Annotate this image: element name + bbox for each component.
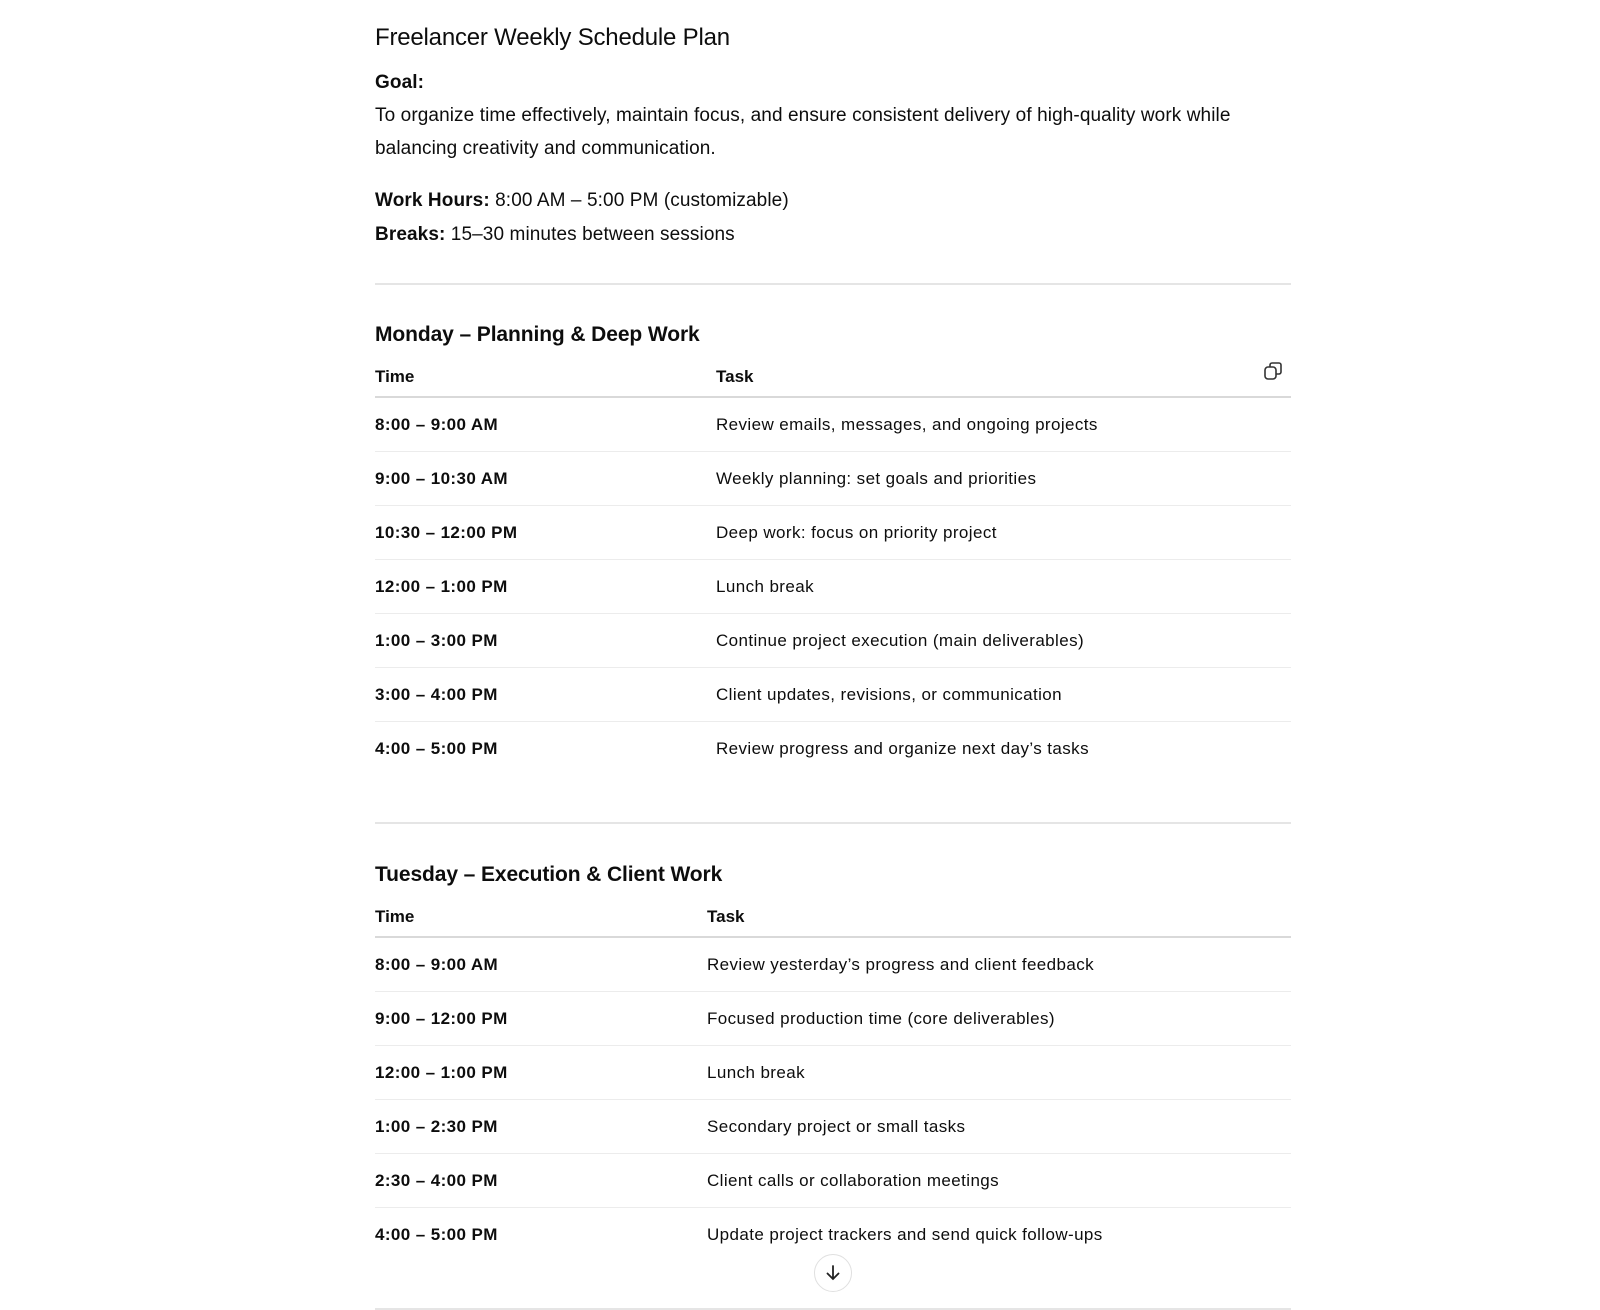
row-task: Client calls or collaboration meetings [707,1171,1000,1190]
row-task: Continue project execution (main deliverables) [716,631,1085,650]
col-task: Task [707,907,745,926]
row-task: Deep work: focus on priority project [716,523,997,542]
table-row [375,992,1291,1046]
row-time: 12:00 – 1:00 PM [375,577,508,596]
col-time: Time [375,367,415,386]
copy-icon[interactable] [1261,359,1285,383]
breaks-label: Breaks: [375,224,446,245]
goal-text-line1: To organize time effectively, maintain focus, and ensure consistent delivery of high-quality work while [375,105,1231,126]
row-time: 1:00 – 3:00 PM [375,631,498,650]
arrow-down-icon [824,1264,842,1282]
tuesday-heading: Tuesday – Execution & Client Work [375,863,723,886]
breaks [375,218,735,251]
page-title: Freelancer Weekly Schedule Plan [375,24,730,51]
row-time: 9:00 – 10:30 AM [375,469,508,488]
row-time: 10:30 – 12:00 PM [375,523,518,542]
table-row [375,668,1291,722]
row-time: 9:00 – 12:00 PM [375,1009,508,1028]
table-row [375,614,1291,668]
row-time: 2:30 – 4:00 PM [375,1171,498,1190]
divider [375,283,1291,285]
table-row [375,1100,1291,1154]
row-task: Review yesterday’s progress and client feedback [707,955,1095,974]
row-task: Lunch break [716,577,814,596]
row-time: 4:00 – 5:00 PM [375,1225,498,1244]
row-task: Secondary project or small tasks [707,1117,966,1136]
row-time: 3:00 – 4:00 PM [375,685,498,704]
col-time: Time [375,907,415,926]
row-task: Update project trackers and send quick follow-ups [707,1225,1103,1244]
work-hours-label: Work Hours: [375,190,490,211]
work-hours-value: 8:00 AM – 5:00 PM (customizable) [489,190,789,211]
goal-label: Goal: [375,72,425,93]
col-task: Task [716,367,754,386]
row-time: 12:00 – 1:00 PM [375,1063,508,1082]
divider [375,822,1291,824]
row-task: Review progress and organize next day’s tasks [716,739,1089,758]
row-task: Client updates, revisions, or communication [716,685,1063,704]
row-task: Focused production time (core deliverables) [707,1009,1055,1028]
row-time: 8:00 – 9:00 AM [375,415,499,434]
row-task: Lunch break [707,1063,805,1082]
table-row [375,398,1291,452]
breaks-value: 15–30 minutes between sessions [445,224,735,245]
work-hours [375,184,789,217]
table-row [375,452,1291,506]
table-row [375,1154,1291,1208]
row-task: Weekly planning: set goals and priorities [716,469,1037,488]
table-row [375,938,1291,992]
row-time: 4:00 – 5:00 PM [375,739,498,758]
table-row [375,722,1291,776]
monday-heading: Monday – Planning & Deep Work [375,323,700,346]
scroll-down-button[interactable] [814,1254,852,1292]
goal-text-line2: balancing creativity and communication. [375,138,716,159]
table-row [375,506,1291,560]
row-time: 8:00 – 9:00 AM [375,955,499,974]
row-time: 1:00 – 2:30 PM [375,1117,498,1136]
table-row [375,1046,1291,1100]
table-row [375,560,1291,614]
row-task: Review emails, messages, and ongoing projects [716,415,1098,434]
